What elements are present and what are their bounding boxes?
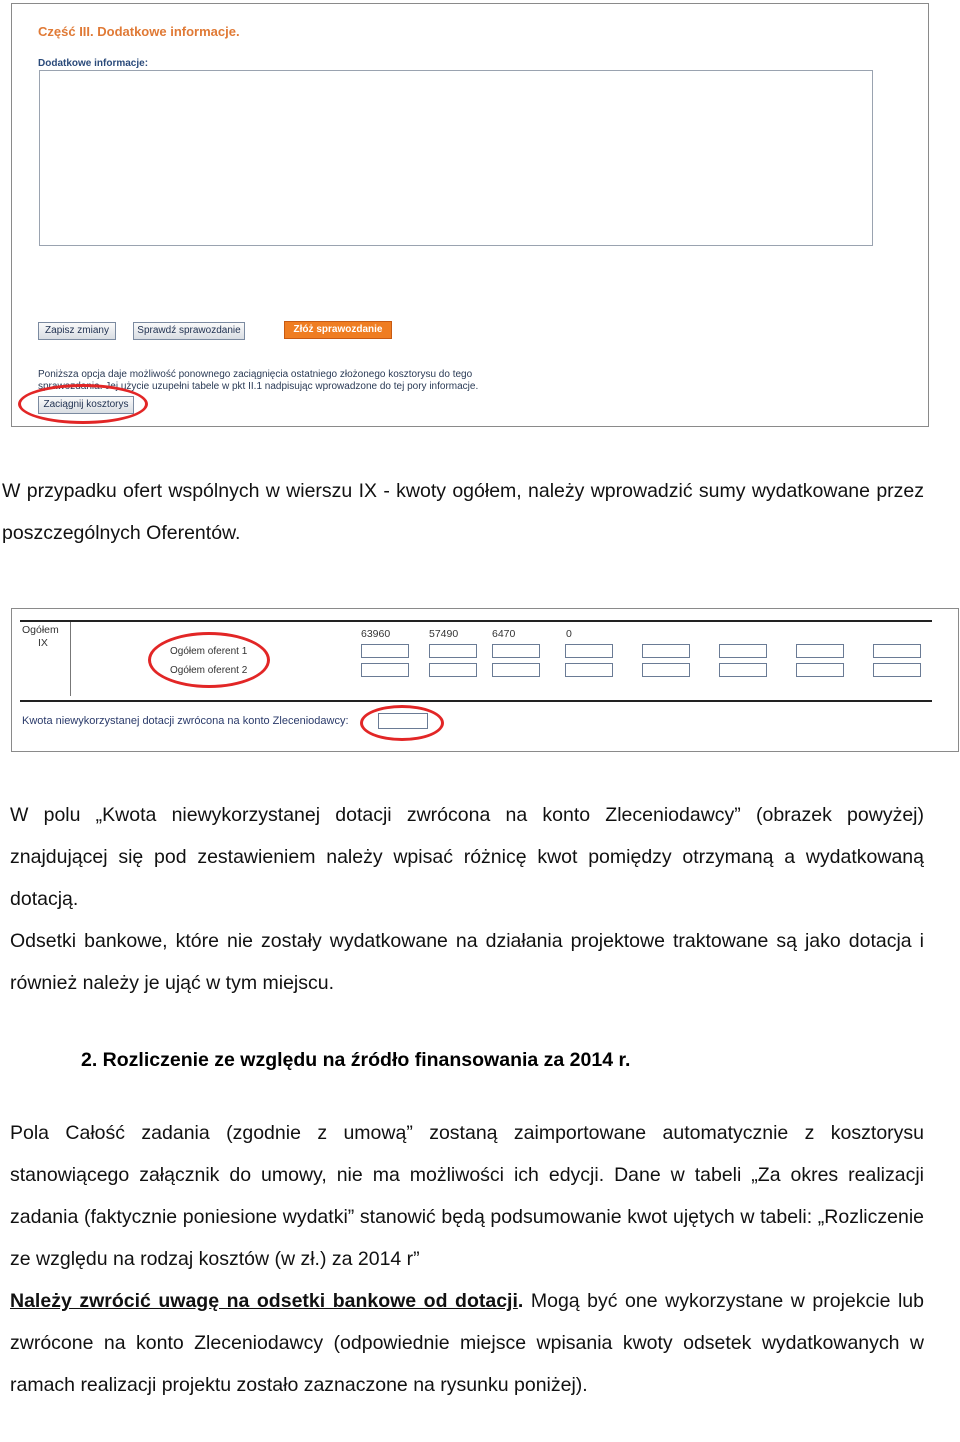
save-changes-button[interactable]: Zapisz zmiany — [38, 322, 116, 340]
amount-input[interactable] — [361, 644, 409, 658]
paragraph-joint-offers: W przypadku ofert wspólnych w wierszu IX - kwoty ogółem, należy wprowadzić sumy wydatkowane przez poszczególnych Oferentów. — [2, 480, 924, 544]
amount-input[interactable] — [565, 663, 613, 677]
screenshot-totals-table — [11, 608, 959, 752]
row-header-line2: IX — [38, 637, 48, 649]
amount-input[interactable] — [873, 644, 921, 658]
amount-input[interactable] — [796, 663, 844, 677]
total-value: 63960 — [361, 628, 391, 640]
highlight-circle — [18, 384, 148, 424]
pull-costs-button[interactable]: Zaciągnij kosztorys — [38, 396, 134, 414]
amount-input[interactable] — [719, 663, 767, 677]
interest-warning-dot: . — [517, 1290, 524, 1312]
amount-input[interactable] — [642, 644, 690, 658]
column-divider — [70, 622, 71, 696]
amount-input[interactable] — [429, 644, 477, 658]
additional-info-label: Dodatkowe informacje: — [38, 58, 149, 69]
amount-input[interactable] — [796, 644, 844, 658]
pull-costs-note: Poniższa opcja daje możliwość ponownego zaciągnięcia ostatniego złożonego kosztorysu do tego sprawozdania. Jej użycie uzupełni tabele w pkt II.1 nadpisując wprowadzone do tej pory informacje. — [38, 369, 479, 392]
totals-table — [20, 620, 932, 702]
amount-input[interactable] — [492, 644, 540, 658]
total-value: 6470 — [492, 628, 516, 640]
row-header — [22, 624, 59, 650]
submit-report-button[interactable]: Złóż sprawozdanie — [284, 321, 392, 339]
amount-input[interactable] — [492, 663, 540, 677]
amount-input[interactable] — [873, 663, 921, 677]
section-title: Część III. Dodatkowe informacje. — [38, 24, 240, 39]
interest-warning: Należy zwrócić uwagę na odsetki bankowe od dotacji — [10, 1290, 518, 1312]
section-heading: 2. Rozliczenie ze względu na źródło finansowania za 2014 r. — [81, 1049, 631, 1071]
amount-input[interactable] — [719, 644, 767, 658]
highlight-circle — [360, 705, 444, 741]
row-header-line1: Ogółem — [22, 624, 59, 636]
amount-input[interactable] — [642, 663, 690, 677]
paragraph-bank-interest: Odsetki bankowe, które nie zostały wydatkowane na działania projektowe traktowane są jako dotacja i również należy je ująć w tym miejscu. — [10, 930, 924, 994]
amount-input[interactable] — [361, 663, 409, 677]
additional-info-textarea[interactable] — [39, 70, 873, 246]
row-label-offerent-2: Ogółem oferent 2 — [170, 665, 248, 676]
paragraph-funding-source: Pola Całość zadania (zgodnie z umową” zostaną zaimportowane automatycznie z kosztorysu stanowiącego załącznik do umowy, nie ma możliwości ich edycji. Dane w tabeli „Za okres realizacji zadania (faktycznie poniesione wydatki” stanowić będą podsumowanie kwot ujętych w tabeli: „Rozliczenie ze względu na rodzaj kosztów (w zł.) za 2014 r” — [10, 1122, 924, 1270]
check-report-button[interactable]: Sprawdź sprawozdanie — [133, 322, 245, 340]
unused-grant-label: Kwota niewykorzystanej dotacji zwrócona na konto Zleceniodawcy: — [22, 715, 349, 727]
amount-input[interactable] — [429, 663, 477, 677]
row-label-offerent-1: Ogółem oferent 1 — [170, 646, 248, 657]
paragraph-interest-note — [10, 1280, 924, 1406]
total-value: 0 — [566, 628, 572, 640]
screenshot-additional-info — [11, 3, 929, 427]
paragraph-unused-grant: W polu „Kwota niewykorzystanej dotacji zwrócona na konto Zleceniodawcy” (obrazek powyżej) znajdującej się pod zestawieniem należy wpisać różnicę kwot pomiędzy otrzymaną a wydatkowaną dotacją. — [10, 804, 924, 910]
interest-note-text: Mogą być one wykorzystane w projekcie lub zwrócone na konto Zleceniodawcy (odpowiednie miejsce wpisania kwoty odsetek wydatkowanych w ramach realizacji projektu zostało zaznaczone na rysunku poniżej). — [10, 1290, 924, 1396]
total-value: 57490 — [429, 628, 459, 640]
highlight-circle — [148, 632, 270, 688]
amount-input[interactable] — [565, 644, 613, 658]
